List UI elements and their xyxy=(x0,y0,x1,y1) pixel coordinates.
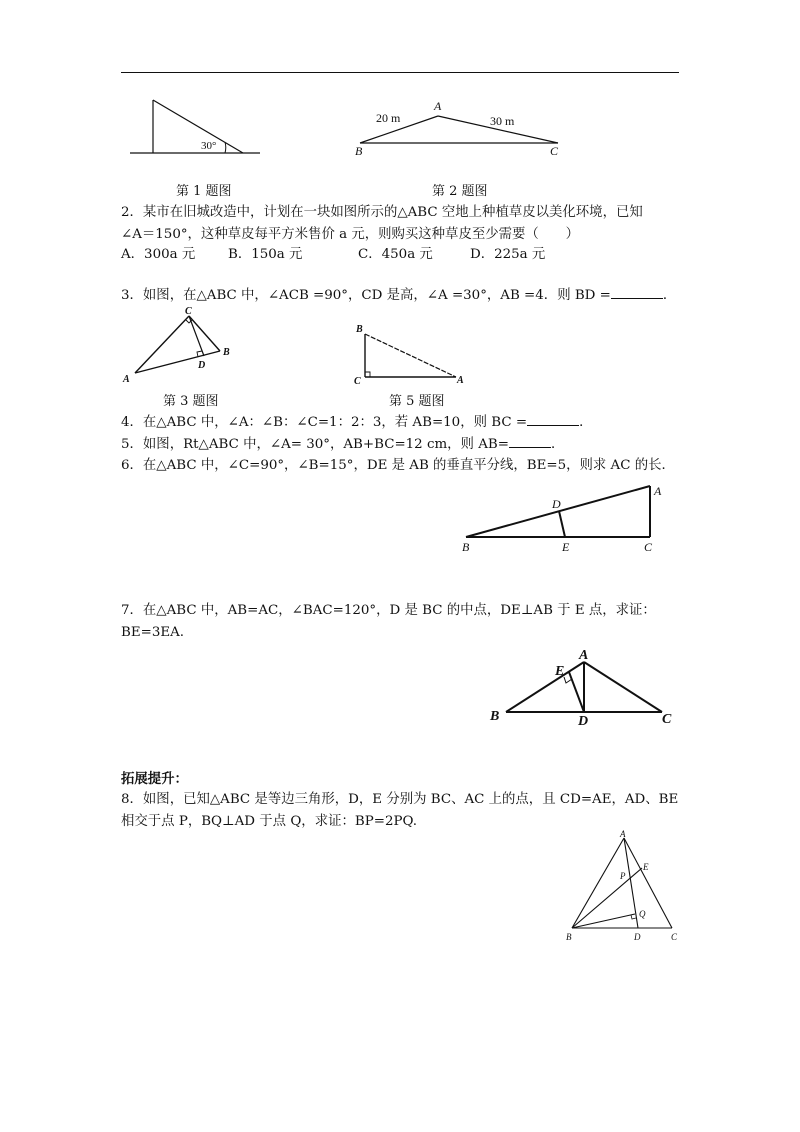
figure-1-diagram xyxy=(125,95,265,159)
fig5-right-angle-mark xyxy=(365,372,370,377)
fig3-label-D: D xyxy=(198,360,206,371)
fig3-label-A: A xyxy=(123,374,130,385)
fig3-side-AB xyxy=(135,351,220,373)
fig2-length-AC: 30 m xyxy=(490,114,515,128)
figure-2-caption: 第 2 题图 xyxy=(432,184,488,199)
fig8-segment-BQ xyxy=(572,914,635,928)
question-2-option-c: C．450a 元 xyxy=(358,247,433,262)
fig2-label-A: A xyxy=(434,99,442,113)
fig3-label-B: B xyxy=(223,347,230,358)
question-5-end: ． xyxy=(550,437,565,452)
fig6-side-AB xyxy=(466,486,650,537)
fig7-label-D: D xyxy=(578,714,589,729)
figure-5-caption: 第 5 题图 xyxy=(389,394,445,409)
question-2-option-a: A．300a 元 xyxy=(121,247,196,262)
question-8-line-2: 相交于点 P，BQ⊥AD 于点 Q，求证：BP=2PQ. xyxy=(121,814,418,829)
fig8-right-angle-mark xyxy=(631,915,636,919)
fig7-perpendicular-DE xyxy=(569,672,584,712)
fig1-angle-arc xyxy=(225,142,226,153)
fig8-label-C: C xyxy=(671,932,678,942)
fig8-label-E: E xyxy=(643,862,649,872)
fig8-side-AB xyxy=(572,838,624,928)
fig7-label-B: B xyxy=(490,709,500,724)
header-rule xyxy=(121,72,679,73)
fig8-label-D: D xyxy=(634,932,641,942)
fig3-altitude-CD xyxy=(189,316,204,356)
fig5-side-AB xyxy=(365,334,456,377)
figure-1-caption: 第 1 题图 xyxy=(176,184,232,199)
fig8-label-B: B xyxy=(566,932,572,942)
fig6-label-C: C xyxy=(644,540,653,554)
fig6-label-B: B xyxy=(462,540,470,554)
question-5 xyxy=(121,434,564,456)
question-6-text: 6．在△ABC 中，∠C=90°，∠B=15°，DE 是 AB 的垂直平分线，BE=5，则求 AC 的长． xyxy=(121,458,675,473)
figure-2-diagram xyxy=(350,98,570,158)
fig3-side-AC xyxy=(135,316,189,373)
figure-6-diagram xyxy=(458,480,678,558)
question-2-line-1: 2．某市在旧城改造中，计划在一块如图所示的△ABC 空地上种植草皮以美化环境，已知 xyxy=(121,205,643,220)
fig2-label-B: B xyxy=(355,144,363,158)
question-3-answer-blank xyxy=(611,285,663,299)
question-7-line-2: BE=3EA. xyxy=(121,625,185,640)
question-5-text: 5．如图，Rt△ABC 中，∠A= 30°，AB+BC=12 cm，则 AB= xyxy=(121,437,509,452)
fig6-label-D: D xyxy=(552,497,561,511)
question-4-answer-blank xyxy=(527,412,579,426)
figure-8-diagram xyxy=(562,828,687,946)
extension-heading: 拓展提升： xyxy=(121,771,188,787)
question-2-option-d: D．225a 元 xyxy=(470,247,546,262)
question-4 xyxy=(121,412,592,434)
figure-3-diagram xyxy=(118,306,238,388)
question-3-end: ． xyxy=(662,288,677,303)
question-7-line-1: 7．在△ABC 中，AB=AC，∠BAC=120°，D 是 BC 的中点，DE⊥AB 于 E 点，求证： xyxy=(121,603,656,618)
question-4-text: 4．在△ABC 中，∠A：∠B：∠C=1：2：3，若 AB=10，则 BC = xyxy=(121,415,528,430)
question-3-text: 3．如图，在△ABC 中，∠ACB =90°，CD 是高，∠A =30°，AB =4．则 BD = xyxy=(121,288,611,303)
fig5-label-C: C xyxy=(354,376,361,387)
fig2-length-AB: 20 m xyxy=(376,111,401,125)
fig5-label-B: B xyxy=(356,324,363,335)
fig6-segment-DE xyxy=(559,511,565,537)
question-2-line-2: ∠A＝150°，这种草皮每平方米售价 a 元，则购买这种草皮至少需要（ ） xyxy=(121,227,579,242)
question-5-answer-blank xyxy=(509,434,551,448)
fig1-hypotenuse xyxy=(153,100,243,153)
fig7-side-AC xyxy=(584,662,662,712)
fig6-label-E: E xyxy=(562,540,570,554)
fig8-segment-BE xyxy=(572,868,642,928)
fig3-label-C: C xyxy=(185,306,192,317)
fig8-label-P: P xyxy=(620,871,626,881)
figure-3-caption: 第 3 题图 xyxy=(163,394,219,409)
fig7-label-A: A xyxy=(579,648,589,663)
fig7-label-C: C xyxy=(662,712,672,727)
fig8-label-A: A xyxy=(620,829,626,839)
fig8-label-Q: Q xyxy=(639,909,646,919)
fig2-label-C: C xyxy=(550,144,559,158)
fig1-angle-label: 30° xyxy=(201,140,217,152)
question-8-line-1: 8．如图，已知△ABC 是等边三角形，D，E 分别为 BC、AC 上的点，且 CD=AE，AD、BE xyxy=(121,792,679,807)
fig7-label-E: E xyxy=(555,664,565,679)
fig6-label-A: A xyxy=(654,484,662,498)
question-3 xyxy=(121,285,676,307)
question-2-option-b: B．150a 元 xyxy=(228,247,303,262)
fig3-side-CB xyxy=(189,316,220,351)
fig5-label-A: A xyxy=(457,375,464,386)
fig7-side-AB xyxy=(506,662,584,712)
figure-5-diagram xyxy=(350,318,475,390)
figure-7-diagram xyxy=(486,642,686,729)
question-4-end: ． xyxy=(579,415,593,430)
